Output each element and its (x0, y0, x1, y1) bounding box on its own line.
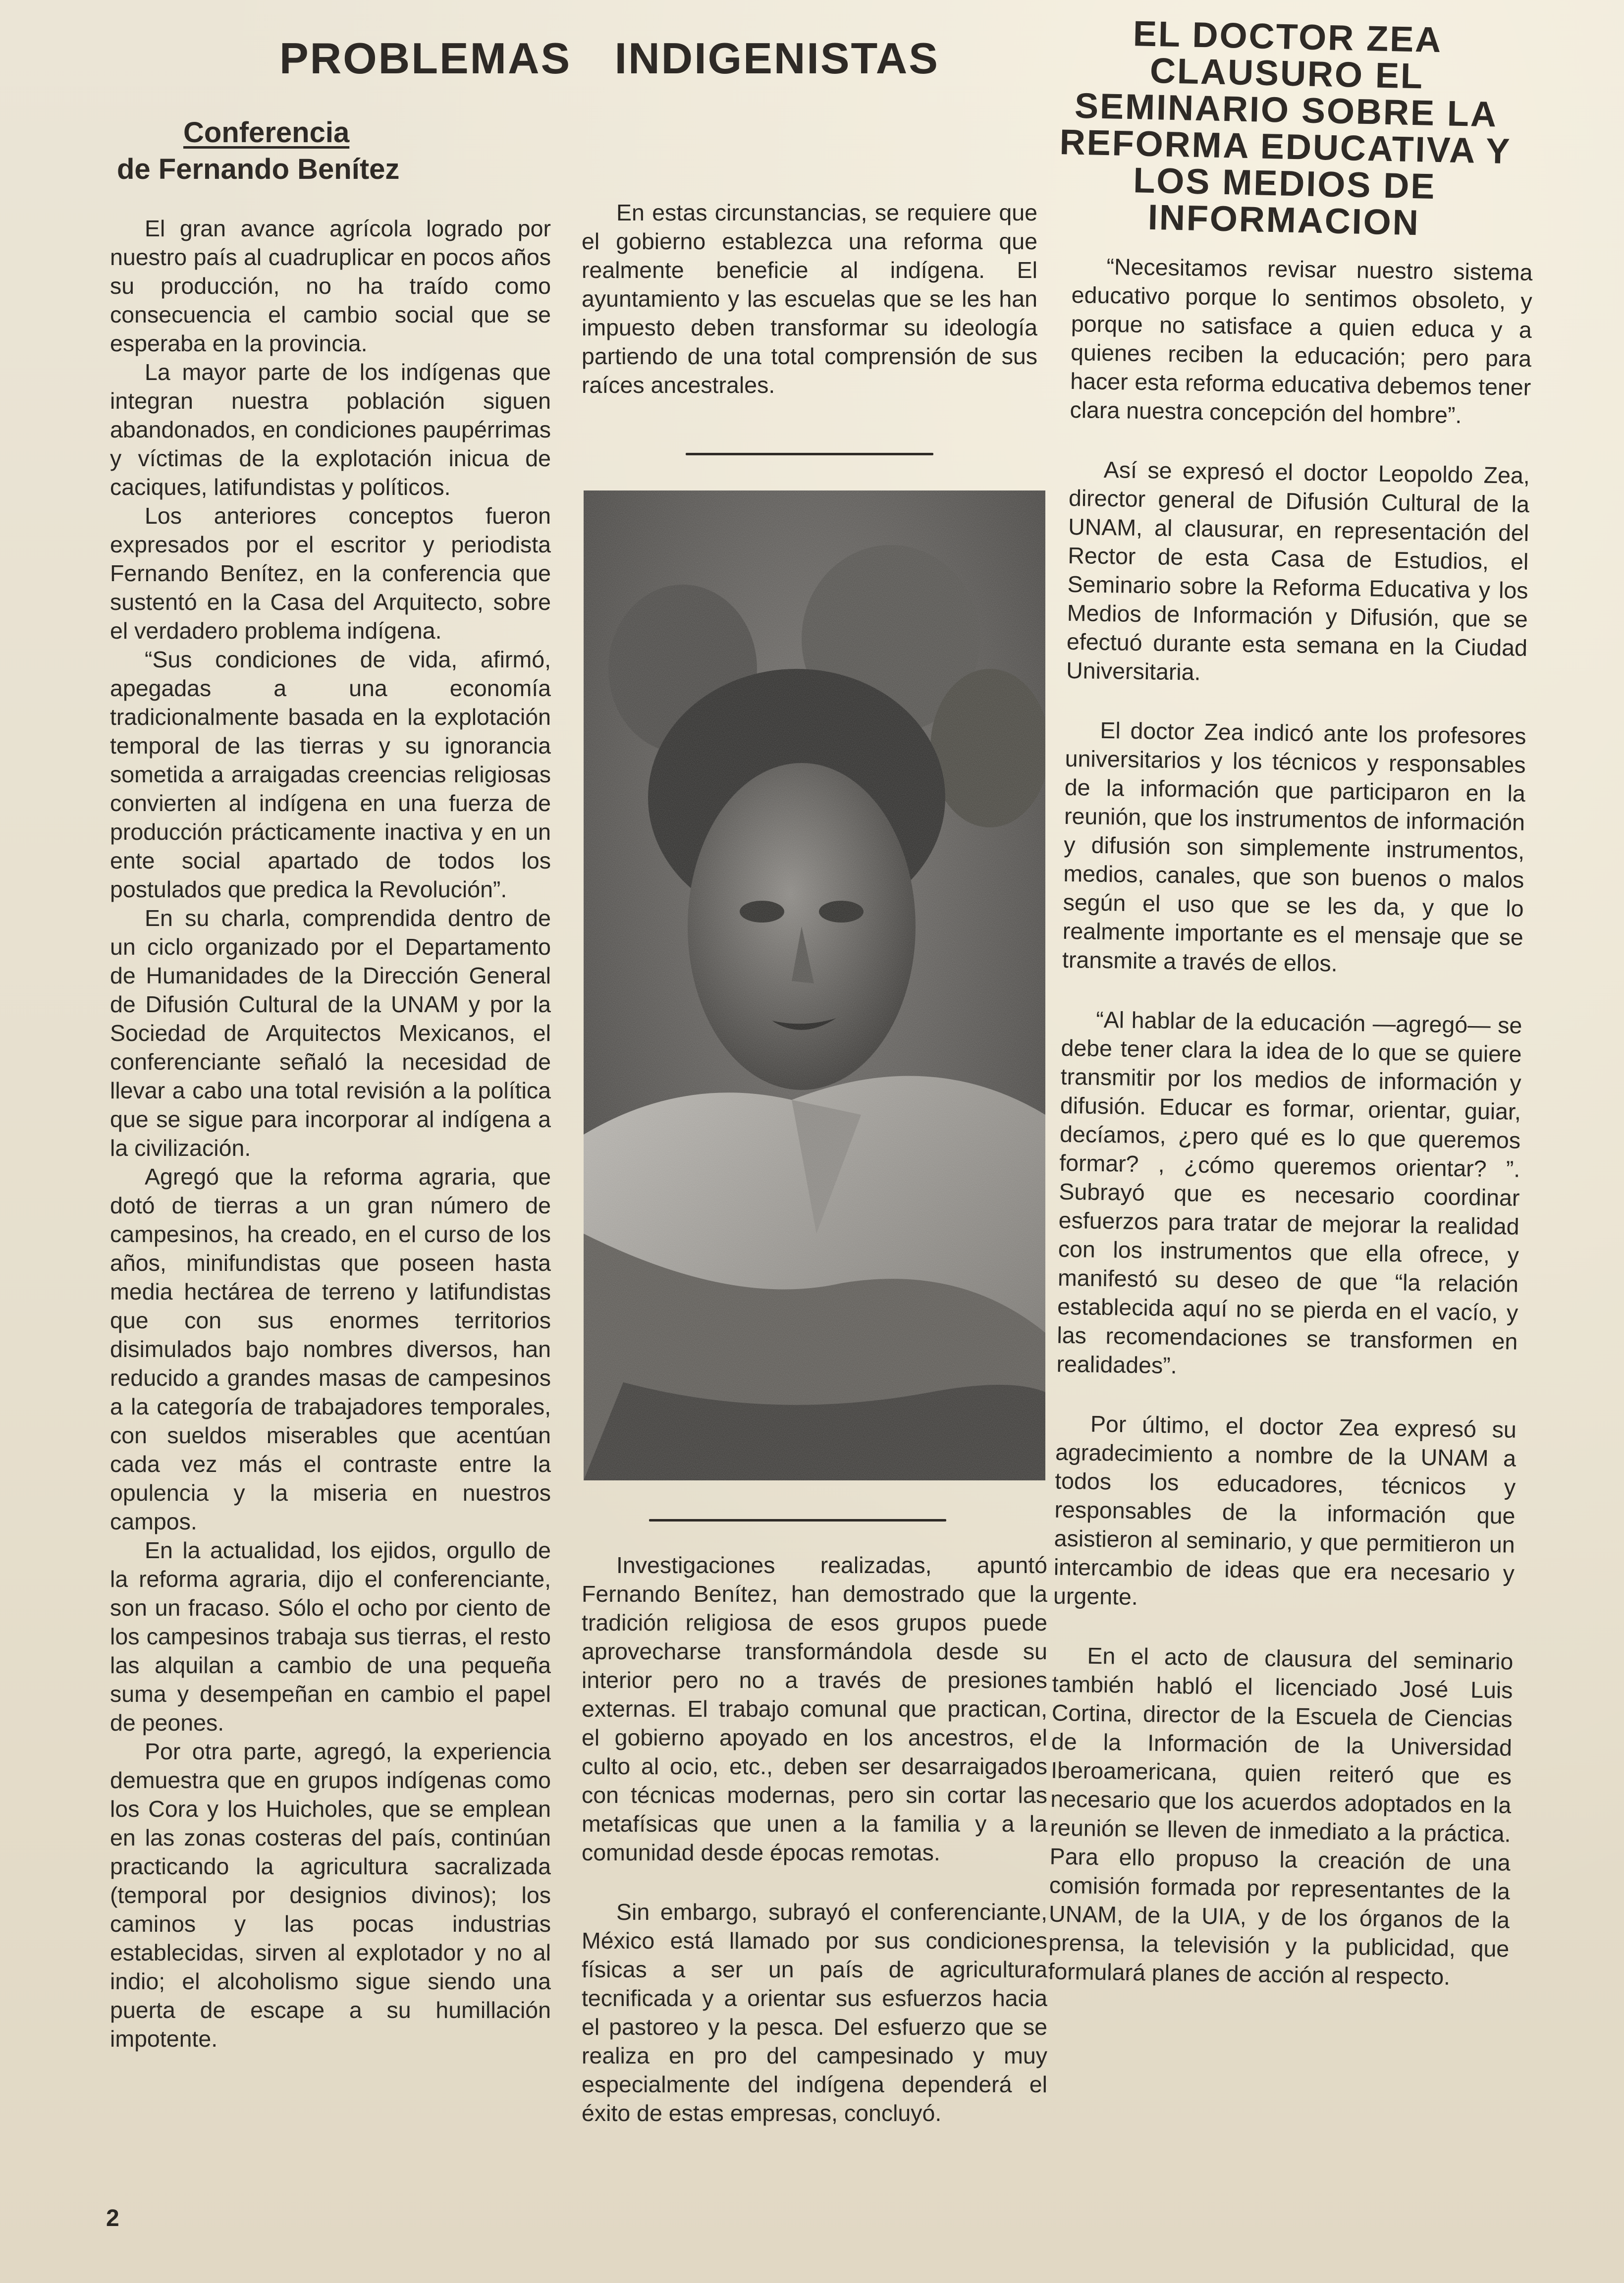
paragraph: El doctor Zea indicó ante los profesores universitarios y los técnicos y responsables de la información que participaron en la reunión, que los instrumentos de información y difusión son simplemente instrumentos, medios, canales, que son buenos o malos según el uso que se les da, y que lo realmente importante es el mensaje que se transmite a través de ellos. (1062, 717, 1526, 977)
right-headline: EL DOCTOR ZEA CLAUSURO EL SEMINARIO SOBRE LA REFORMA EDUCATIVA Y LOS MEDIOS DE INFORMACION (1059, 14, 1512, 243)
article-column-3 (1047, 252, 1533, 2023)
divider-rule (649, 1519, 946, 1522)
paragraph: “Necesitamos revisar nuestro sistema educativo porque lo sentimos obsoleto, y porque no satisface a quien educa y a quienes reciben la educación; pero para hacer esta reforma educativa debemos tener clara nuestra concepción del hombre”. (1070, 253, 1533, 429)
paragraph: Así se expresó el doctor Leopoldo Zea, director general de Difusión Cultural de la UNAM, al clausurar, en representación del Rector de esta Casa de Estudios, el Seminario sobre la Reforma Educativa y los Medios de Información y Difusión, que se efectuó durante esta semana en la Ciudad Universitaria. (1066, 456, 1530, 685)
portrait-photograph (584, 490, 1045, 1480)
paragraph: Agregó que la reforma agraria, que dotó de tierras a un gran número de campesinos, ha creado, en el curso de los años, minifundistas que poseen hasta media hectárea de terreno y latifundistas que con sus enormes territorios disimulados bajo nombres diversos, han reducido a grandes masas de campesinos a la categoría de trabajadores temporales, con sueldos miserables que acentúan cada vez más el contraste entre la opulencia y la miseria en nuestros campos. (110, 1164, 551, 1534)
left-headline: PROBLEMAS INDIGENISTAS (279, 34, 939, 83)
paragraph: En el acto de clausura del seminario también habló el licenciado José Luis Cortina, director de la Escuela de Ciencias de la Información de la Universidad Iberoamericana, quien reiteró que es necesario que los acuerdos adoptados en la reunión se lleven de inmediato a la práctica. Para ello propuso la creación de una comisión formada por representantes de la UNAM, de la UIA, y de los órganos de la prensa, la televisión y la publicidad, que formulará planes de acción al respecto. (1048, 1642, 1514, 1990)
paragraph: En su charla, comprendida dentro de un ciclo organizado por el Departamento de Humanidades de la Dirección General de Difusión Cultural de la UNAM y por la Sociedad de Arquitectos Mexicanos, el conferenciante señaló la necesidad de llevar a cabo una total revisión a la política que se sigue para incorporar al indígena a la civilización. (110, 905, 551, 1161)
paragraph: “Al hablar de la educación —agregó— se debe tener clara la idea de lo que se quiere transmitir por los medios de información y difusión. Educar es formar, orientar, guiar, decíamos, ¿pero qué es lo que queremos formar? , ¿cómo queremos orientar? ”. Subrayó que es necesario coordinar esfuerzos para tratar de mejorar la realidad con los instrumentos que ella ofrece, y manifestó su deseo de que “la relación establecida aquí no se pierda en el vacío, y las recomendaciones se transformen en realidades”. (1056, 1006, 1522, 1379)
byline-author: de Fernando Benítez (117, 153, 400, 185)
paragraph: Sin embargo, subrayó el conferenciante, México está llamado por sus condiciones físicas a ser un país de agricultura tecnificada y a orientar sus esfuerzos hacia el pastoreo y la pesca. Del esfuerzo que se realiza en pro del campesinado y muy especialmente del indígena dependerá el éxito de estas empresas, concluyó. (582, 1899, 1047, 2126)
paragraph: Investigaciones realizadas, apuntó Fernando Benítez, han demostrado que la tradición religiosa de esos grupos puede aprovecharse transformándola desde su interior pero no a través de presiones externas. El trabajo comunal que practican, el gobierno apoyado en los ancestros, el culto al ocio, etc., deben ser desarraigados con técnicas modernas, pero sin cortar las metafísicas que unen a la familia y a la comunidad desde épocas remotas. (582, 1552, 1047, 1865)
paragraph: En estas circunstancias, se requiere que el gobierno establezca una reforma que realmente beneficie al indígena. El ayuntamiento y las escuelas que se les han impuesto deben transformar su ideología partiendo de una total comprensión de sus raíces ancestrales. (582, 200, 1037, 398)
page-number: 2 (106, 2205, 119, 2231)
paragraph: Los anteriores conceptos fueron expresados por el escritor y periodista Fernando Benítez, en la conferencia que sustentó en la Casa del Arquitecto, sobre el verdadero problema indígena. (110, 503, 551, 644)
paragraph: En la actualidad, los ejidos, orgullo de la reforma agraria, dijo el conferenciante, son un fracaso. Sólo el ocho por ciento de los campesinos trabaja sus tierras, el resto las alquilan a cambio de una pequeña suma y desempeñan en cambio el papel de peones. (110, 1537, 551, 1736)
divider-rule (686, 453, 933, 455)
byline-conferencia: Conferencia (183, 116, 350, 149)
paragraph: Por otra parte, agregó, la experiencia demuestra que en grupos indígenas como los Cora y los Huicholes, que se emplean en las zonas costeras del país, continúan practicando la agricultura sacralizada (temporal por designios divinos); los caminos y las pocas industrias establecidas, sirven al explotador y no al indio; el alcoholismo sigue siendo una puerta de escape a su humillación impotente. (110, 1739, 551, 2052)
paragraph: La mayor parte de los indígenas que integran nuestra población siguen abandonados, en condiciones paupérrimas y víctimas de la explotación inicua de caciques, latifundistas y políticos. (110, 359, 551, 500)
paragraph: El gran avance agrícola logrado por nuestro país al cuadruplicar en pocos años su producción, no ha traído como consecuencia el cambio social que se esperaba en la provincia. (110, 216, 551, 356)
article-column-2-top (582, 198, 1037, 399)
paragraph: “Sus condiciones de vida, afirmó, apegadas a una economía tradicionalmente basada en la explotación temporal de las tierras y su ignorancia sometida a arraigadas creencias religiosas convierten al indígena en una fuerza de producción prácticamente inactiva y en un ente social apartado de todos los postulados que predica la Revolución”. (110, 647, 551, 902)
article-column-1 (110, 214, 551, 2053)
article-column-2-bottom (582, 1551, 1047, 2158)
paragraph: Por último, el doctor Zea expresó su agradecimiento a nombre de la UNAM a todos los educadores, técnicos y responsables de la información que asistieron al seminario, y que permitieron un intercambio de ideas que era necesario y urgente. (1053, 1411, 1517, 1610)
